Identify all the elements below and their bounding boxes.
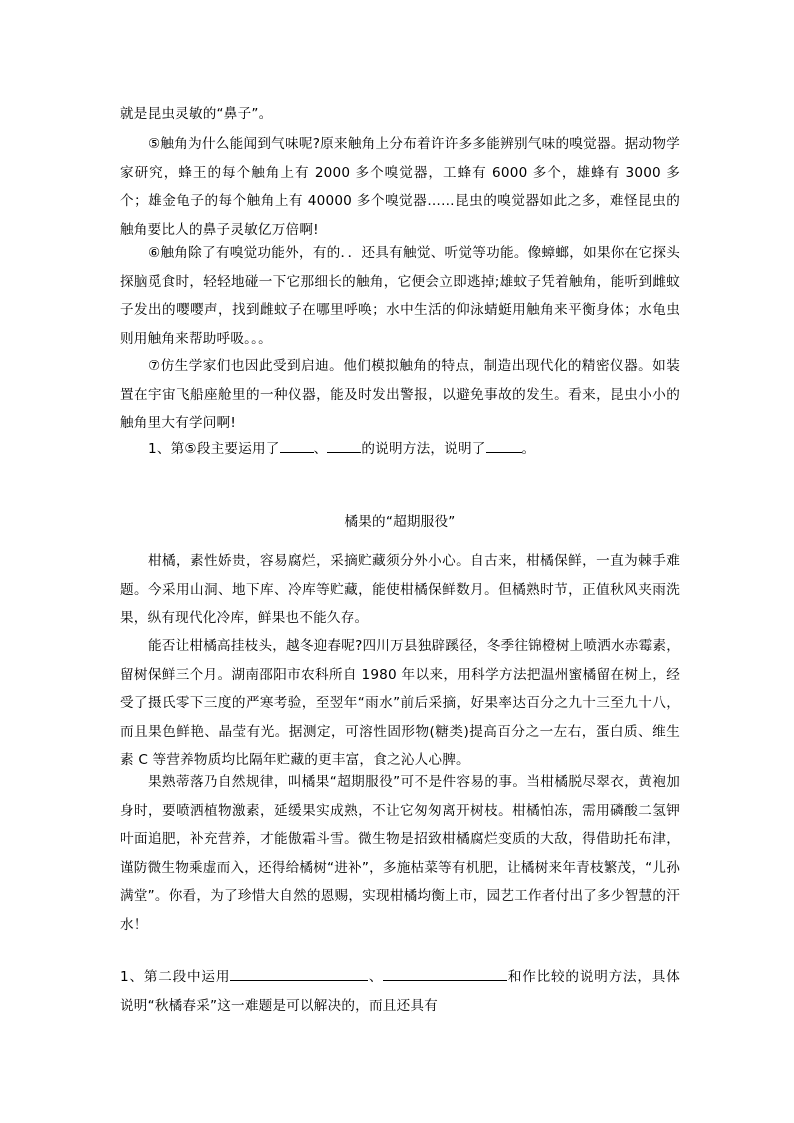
answer-blank[interactable] bbox=[230, 964, 368, 981]
paragraph-5: ⑤触角为什么能闻到气味呢?原来触角上分布着许许多多能辨别气味的嗅觉器。据动物学家研究，蜂王的每个触角上有 2000 多个嗅觉器，工蜂有 6000 多个，雄蜂有 3000 多个；雄金龟子的每个触角上有 40000 多个嗅觉器……昆虫的嗅觉器如此之多，难怪昆虫的触角要比人的鼻子灵敏亿万倍啊! bbox=[120, 136, 680, 238]
answer-blank[interactable] bbox=[327, 436, 361, 453]
question-2-text-a: 1、第二段中运用 bbox=[120, 969, 231, 985]
paragraph-6: ⑥触角除了有嗅觉功能外，有的．．还具有触觉、听觉等功能。像蟑螂，如果你在它探头探脑觅食时，轻轻地碰一下它那细长的触角，它便会立即逃掉;雄蚊子凭着触角，能听到雌蚊子发出的嘤嘤声，找到雌蚊子在哪里呼唤；水中生活的仰泳蜻蜓用触角来平衡身体；水龟虫则用触角来帮助呼吸。。。 bbox=[120, 245, 680, 347]
answer-blank[interactable] bbox=[280, 436, 314, 453]
question-1-text-a: 1、第⑤段主要运用了 bbox=[148, 441, 280, 457]
answer-blank[interactable] bbox=[383, 964, 507, 981]
question-2-sep: 、 bbox=[368, 969, 384, 985]
question-1-passage-1 bbox=[120, 435, 680, 464]
answer-blank[interactable] bbox=[486, 436, 522, 453]
lead-line: 就是昆虫灵敏的“鼻子”。 bbox=[120, 106, 273, 122]
paragraph-1: 柑橘，素性娇贵，容易腐烂，采摘贮藏须分外小心。自古来，柑橘保鲜，一直为棘手难题。今采用山洞、地下库、冷库等贮藏，能使柑橘保鲜数月。但橘熟时节，正值秋风夹雨洗果，纵有现代化冷库，鲜果也不能久存。 bbox=[120, 553, 680, 626]
passage-title: 橘果的“超期服役” bbox=[344, 514, 456, 530]
question-1-sep: 、 bbox=[313, 441, 328, 457]
question-1-text-b: 的说明方法，说明了 bbox=[361, 441, 486, 457]
paragraph-3: 果熟蒂落乃自然规律，叫橘果“超期服役”可不是件容易的事。当柑橘脱尽翠衣，黄袍加身时，要喷洒植物激素，延缓果实成熟，不让它匆匆离开树枝。柑橘怕冻，需用磷酸二氢钾叶面追肥，补充营养，才能傲霜斗雪。微生物是招致柑橘腐烂变质的大敌，得借助托布津，谨防微生物乘虚而入，还得给橘树“进补”，多施枯菜等有机肥，让橘树来年青枝繁茂，“儿孙满堂”。你看，为了珍惜大自然的恩赐，实现柑橘均衡上市，园艺工作者付出了多少智慧的汗水！ bbox=[120, 774, 680, 933]
question-1-passage-2 bbox=[120, 963, 680, 1020]
question-1-end: 。 bbox=[521, 441, 536, 457]
paragraph-7: ⑦仿生学家们也因此受到启迪。他们模拟触角的特点，制造出现代化的精密仪器。如装置在宇宙飞船座舱里的一种仪器，能及时发出警报，以避免事故的发生。看来，昆虫小小的触角里大有学问啊! bbox=[120, 358, 680, 431]
question-2-text-b: 和作比较的说明方法，具体说明“秋橘春采”这一难题是可以解决的，而且还具有 bbox=[120, 969, 680, 1014]
paragraph-2: 能否让柑橘高挂枝头，越冬迎春呢?四川万县独辟蹊径，冬季往锦橙树上喷洒水赤霉素，留树保鲜三个月。湖南邵阳市农科所自 1980 年以来，用科学方法把温州蜜橘留在树上，经受了摄氏零下三度的严寒考验，至翌年“雨水”前后采摘，好果率达百分之九十三至九十八，而且果色鲜艳、晶莹有光。据测定，可溶性固形物(糖类)提高百分之一左右，蛋白质、维生素 C 等营养物质均比隔年贮藏的更丰富，食之沁人心脾。 bbox=[120, 638, 680, 768]
